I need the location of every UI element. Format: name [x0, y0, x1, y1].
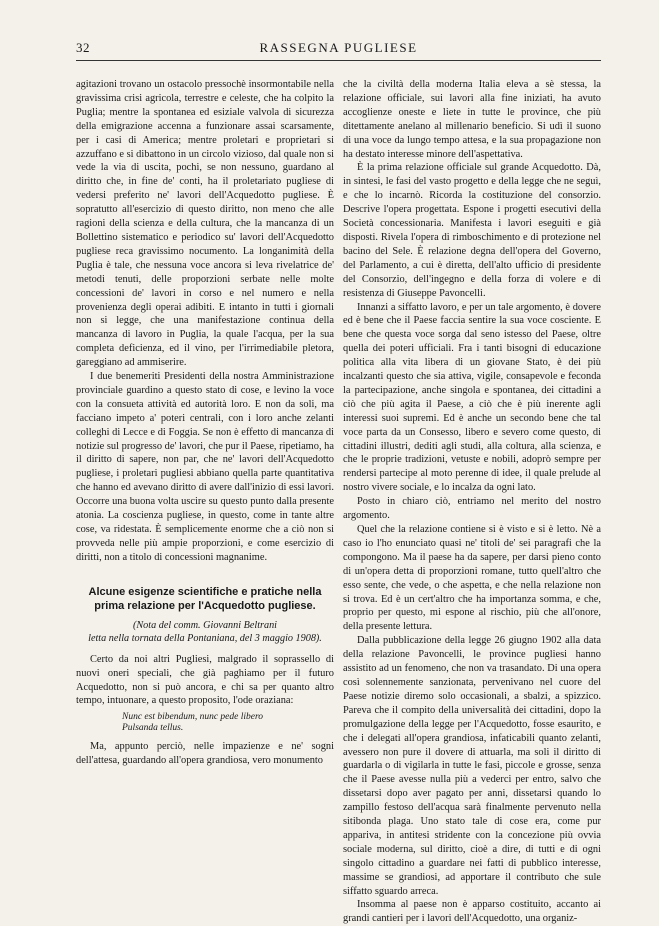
page-number: 32 — [76, 40, 90, 55]
header-rule — [76, 60, 601, 61]
paragraph: Ma, appunto perciò, nelle impazienze e ne' sogni dell'attesa, guardando all'opera grandiosa, vero monumento — [76, 741, 334, 767]
paragraph: che la civiltà della moderna Italia eleva a sè stessa, la relazione officiale, sui lavori alla fine iniziati, ha avuto accoglienze oneste e liete in tutte le province, che più ditettamente anelano al millenario beneficio. Si udì il suono di una voce da lungo tempo attesa, e la sua propagazione non ha destato interesse minore dell'aspettativa. — [343, 79, 601, 160]
paragraph: Posto in chiaro ciò, entriamo nel merito del nostro argomento. — [343, 496, 601, 522]
paragraph: È la prima relazione officiale sul grande Acquedotto. Dà, in sintesi, le fasi del vasto progetto e della legge che ne seguì, e che lo incarnò. Ricorda la costituzione del consorzio. Descrive l'opera progettata. Espone i progetti esecutivi della Società concessionaria. Manifesta i lavori eseguiti e già disposti. Rivela l'opera di rimboschimento e di protezione nel bacino del Sele. È relazione degna dell'opera del Governo, del Parlamento, a cui è diretta, dell'alto ufficio di presidente del Consorzio, dell'ingegno e della forza di volere e di resistenza di Giuseppe Pavoncelli. — [343, 162, 601, 299]
right-column — [343, 78, 601, 926]
note-line: letta nella tornata della Pontaniana, del 3 maggio 1908). — [88, 632, 322, 644]
poem-line: Pulsanda tellus. — [122, 723, 184, 734]
paragraph: I due benemeriti Presidenti della nostra Amministrazione provinciale guardino a questo stato di cose, e levino la voce con la consueta attività ed autorità loro. E non da soli, ma facciano impeto a' poteri centrali, con i loro anche zelanti colleghi di Lecce e di Foggia. Se non è effetto di mancanza di notizie sul progresso de' lavori, che pur il Paese, ripetiamo, ha il diritto di sapere, non par, che ne' lavori dell'Acquedotto pugliese, i proletari pugliesi abbiano quella parte quantitativa che hanno ed avevano diritto di avere dall'inizio di essi lavori. Occorre una buona volta uscire su questo punto dalla presente atonia. La coscienza pugliese, in questo, come in tante altre cose, va ridestata. È semplicemente enorme che a ciò non si provveda nelle più ampie proporzioni, e come esercizio di diritti, non a titolo di concessioni magnanime. — [76, 371, 334, 563]
paragraph: Certo da noi altri Pugliesi, malgrado il soprassello di nuovi oneri speciali, che già paghiamo per il futuro Acquedotto, non si può ancora, e chi sa per quanto altro tempo, intuonare, a questo proposito, l'ode oraziana: — [76, 653, 334, 707]
quotation — [122, 712, 334, 734]
running-title: RASSEGNA PUGLIESE — [259, 40, 418, 55]
author-note — [76, 619, 334, 645]
paragraph: Innanzi a siffatto lavoro, e per un tale argomento, è dovere ed è bene che il Paese faccia sentire la sua voce cosciente. E bene che questa voce sorga dal seno istesso del Paese, oltre quella dei poteri ufficiali. Fra i tanti bisogni di educazione politica alla vita libera di un giovane Stato, è dei più incalzanti questo che sia attiva, vigile, consapevole e feconda la partecipazione, anche singola e spontanea, dei cittadini a ciò che più agita il Paese, a ciò che è più inerente agli interessi suoi supremi. Ed è anche un secondo bene che tal voce parta da un Consesso, libero e severo come questo, di cittadini illustri, dediti agli studi, alla coltura, alla scienza, e che le proprie tradizioni, vetuste e nobili, adoprò sempre per rendersi partecipe al moto perenne di idee, il quale prelude al nostro vivere sociale, e lo incalza da ogni lato. — [343, 301, 601, 494]
paragraph: Insomma al paese non è apparso costituito, accanto ai grandi cantieri per i lavori dell'Acquedotto, una organiz- — [343, 899, 601, 925]
paragraph: Quel che la relazione contiene si è visto e si è letto. Nè a caso io l'ho enunciato quasi ne' titoli de' sei paragrafi che la compongono. Ma il paese ha da sapere, per darsi pieno conto di un'opera detta di proporzioni romane, tutto quell'altro che esso sente, che vede, o che aspetta, e che nella relazione non si trova. Ed è un cert'altro che ha importanza somma, e che, proprio per questo, mi espone al rischio, più che all'onore, della presente lettura. — [343, 524, 601, 633]
left-column — [76, 78, 334, 768]
poem-line: Nunc est bibendum, nunc pede libero — [122, 712, 264, 723]
note-line: (Nota del comm. Giovanni Beltrani — [132, 619, 278, 631]
section-title: Alcune esigenze scientifiche e pratiche nella prima relazione per l'Acquedotto pugliese. — [88, 585, 322, 612]
paragraph: Dalla pubblicazione della legge 26 giugno 1902 alla data della relazione Pavoncelli, le province pugliesi hanno assistito ad un fenomeno, che non va trasandato. Di una opera così solennemente sanzionata, pervenivano nel cuore del Paese notizie diremo solo occasionali, a sbalzi, a spizzico. Pareva che il compito della universalità dei cittadini, dopo la promulgazione della legge per l'Acquedotto, fosse esaurito, e che i delegati all'opera grandiosa, infaticabili quanto zelanti, avessero non pure il dovere di attuarla, ma soli il diritto di guardarla o di vigilarla in tutte le fasi, piccole e grosse, senza che il Paese avesse nulla più a vederci per entro, salvo che dissetarsi dopo aver pagato per anni, dissetarsi quando lo zampillo festoso dell'acqua sarà finalmente pervenuto nella sitibonda plaga. Uno stato tale di cose era, come pur appariva, in antitesi stridente con la concezione più ovvia sociale moderna, sul diritto, cioè a dire, di tutti e di ogni singolo cittadino a guardare nei fatti di pubblico interesse, massime se grandiosi, ad apportare il contributo che sule siffatto sguardo arreca. — [343, 635, 601, 897]
paragraph: agitazioni trovano un ostacolo pressochè insormontabile nella gravissima crisi agricola, terrestre e celeste, che ha colpito la Puglia; mentre la spontanea ed esiziale valvola di sicurezza della emigrazione accenna a funzionare assai scarsamente, per i casi di America; mentre proletari e proprietari si azzuffano e si dibattono in un circolo vizioso, dal quale non si vede la via di uscita, pochi, se non nessuno, guardano al diritto che, in fine de' conti, ha il proletariato pugliese di vedersi preferito ne' lavori dell'Acquedotto pugliese. È sopratutto all'esercizio di questo diritto, non meno che alle ragioni della scienza e della cultura, che la mancanza di un Bollettino sistematico e periodico su' lavori dell'Acquedotto pugliese reca gravissimo nocumento. La longanimità della Puglia è tale, che nessuna voce ancora si leva rivelatrice de' metodi tenuti, delle proporzioni serbate nelle molte concessioni de' lavori in corso e nel numero e nella provenienza degli operai adibiti. E intanto in tutti i giornali non si legge, che una manifestazione continua della mancanza di lavoro in Puglia, la quale l'acqua, per la sua completa deficienza, ed il vino, per l'irrimediabile pletora, gareggiano ad ammiserire. — [76, 79, 334, 369]
